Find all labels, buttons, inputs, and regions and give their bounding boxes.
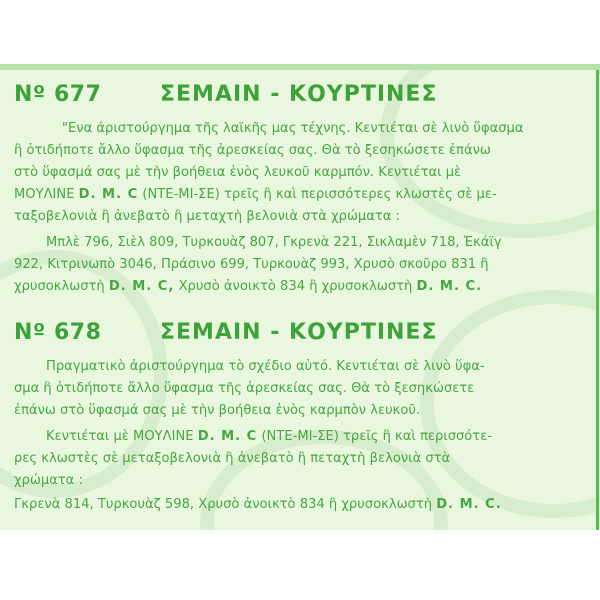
color-list-line — [14, 494, 584, 516]
pattern-title: ΣΕΜΑΙΝ - ΚΟΥΡΤΙΝΕΣ — [160, 320, 438, 345]
pattern-title: ΣΕΜΑΙΝ - ΚΟΥΡΤΙΝΕΣ — [160, 82, 438, 107]
brand-dmc: D. M. C — [78, 187, 139, 202]
text-line: "Ενα άριστούργημα τῆς λαϊκῆς μας τέχνης. Κεντιέται σὲ λινὸ ὕφασμα — [62, 121, 524, 136]
text-segment: Γκρενὰ 814, Τυρκουὰζ 598, Χρυσὸ ἀνοικτὸ 834 ἢ χρυσοκλωστὴ — [14, 497, 437, 512]
brand-dmc: D. M. C. — [416, 279, 483, 294]
brand-dmc: D. M. C — [197, 429, 258, 444]
text-segment: (ΝΤΕ-ΜΙ-ΣΕ) τρεῖς ἢ καὶ περισσότερες κλωστὲς σὲ με- — [138, 187, 497, 202]
text-segment: (ΝΤΕ-ΜΙ-ΣΕ) τρεῖς ἢ καὶ περισσότε- — [257, 429, 492, 444]
text-line: ρες κλωστὲς σὲ μεταξοβελονιὰ ἢ ἀνεβατὸ ἢ πεταχτὴ βελονιὰ στὰ — [14, 451, 451, 466]
text-line: ταξοβελονιὰ ἢ ἀνεβατὸ ἢ μεταχτὴ βελονιὰ στὰ χρώματα : — [14, 209, 400, 224]
text-line: ἢ ὁτιδήποτε ἄλλο ὕφασμα τῆς ἀρεσκείας σας. Θὰ τὸ ξεσηκώσετε ἐπάνω — [14, 143, 491, 158]
text-segment: Κεντιέται μὲ ΜΟΥΛΙΝΕ — [46, 429, 198, 444]
text-line: χρώματα : — [14, 473, 83, 488]
text-segment: Χρυσὸ ἀνοικτὸ 834 ἢ χρυσοκλωστὴ — [174, 279, 417, 294]
text-segment: χρυσοκλωστὴ — [14, 279, 109, 294]
text-segment: ΜΟΥΛΙΝΕ — [14, 187, 79, 202]
brand-dmc: D. M. C. — [436, 497, 502, 512]
text-line: στὸ ὕφασμά σας μὲ τὴν βοήθεια ἐνὸς λευκοῦ καρμπόν. Κεντιέται μὲ — [14, 165, 462, 180]
text-line: ἐπάνω στὸ ὕφασμά σας μὲ τὴν βοήθεια ἑνὸς καρμπὸν λευκοῦ. — [14, 403, 421, 418]
section-heading-678 — [14, 320, 438, 345]
color-list-line: 922, Κιτρινωπὸ 3046, Πράσινο 699, Τυρκουὰζ 993, Χρυσὸ σκοῦρο 831 ἢ — [14, 257, 489, 272]
color-list-line — [14, 276, 584, 298]
text-line: Πραγματικὸ ἀριστούργημα τὸ σχέδιο αὐτό. Κεντιέται σὲ λινὸ ὕφα- — [46, 359, 485, 374]
pattern-number: Nº 678 — [14, 320, 102, 345]
text-line — [46, 426, 600, 448]
text-line — [14, 184, 584, 206]
section-heading-677 — [14, 82, 438, 107]
text-line: σμα ἢ ὁτιδήποτε ἄλλο ὕφασμα τῆς ἀρεσκείας σας. Θὰ τὸ ξεσηκώσετε — [14, 381, 475, 396]
pattern-number: Nº 677 — [14, 82, 102, 107]
color-list-line: Μπλὲ 796, Σιὲλ 809, Τυρκουὰζ 807, Γκρενὰ 221, Σικλαμὲν 718, Ἐκάϊγ — [46, 235, 502, 250]
brand-dmc: D. M. C, — [108, 279, 175, 294]
